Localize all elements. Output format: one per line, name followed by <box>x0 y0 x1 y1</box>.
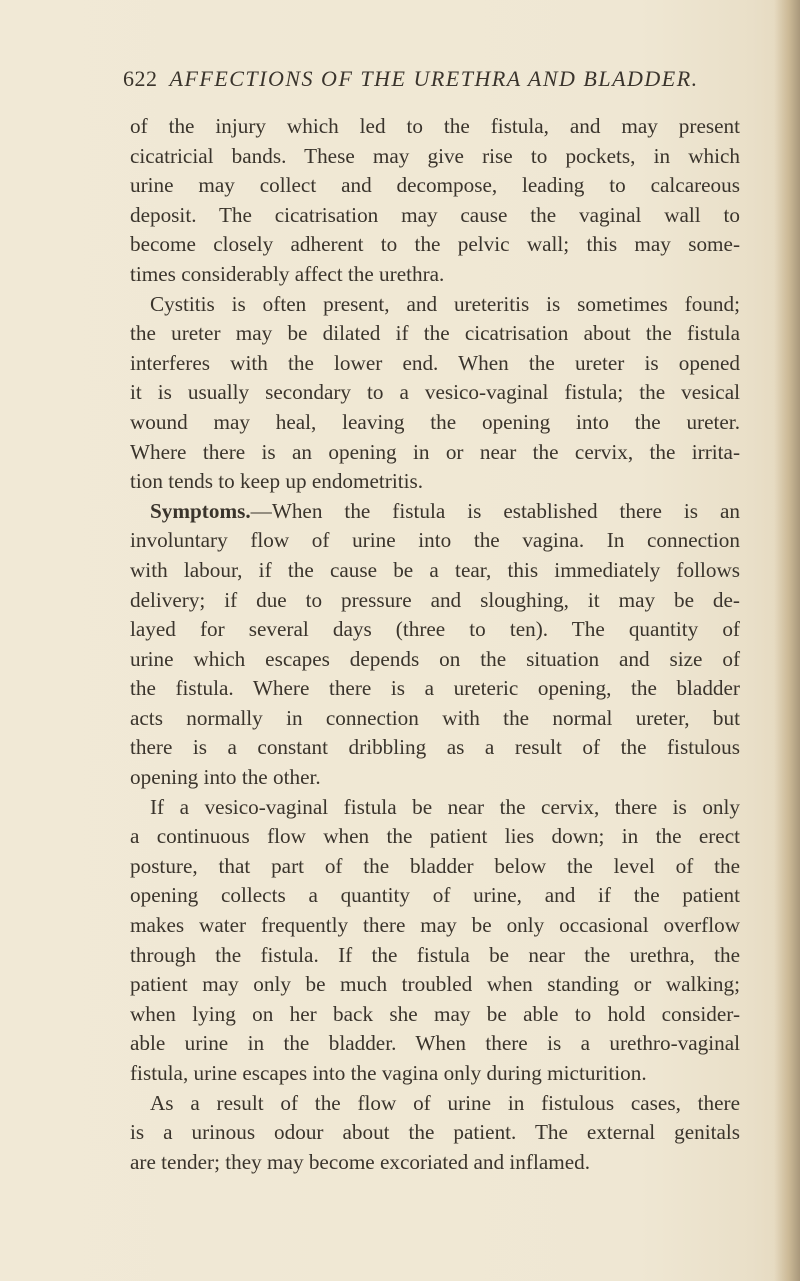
text-line: patient may only be much troubled when standing or walking; <box>130 972 740 997</box>
text-line: delivery; if due to pressure and sloughing, it may be de- <box>130 587 740 612</box>
text-line: tion tends to keep up endometritis. <box>130 469 424 494</box>
text-line: deposit. The cicatrisation may cause the vaginal wall to <box>130 202 740 227</box>
text-line: the ureter may be dilated if the cicatrisation about the fistula <box>130 321 740 346</box>
text-line: cicatricial bands. These may give rise to pockets, in which <box>130 143 740 168</box>
text-line: are tender; they may become excoriated and inflamed. <box>130 1149 591 1174</box>
text-line: able urine in the bladder. When there is a urethro-vaginal <box>130 1031 740 1056</box>
text-line: it is usually secondary to a vesico-vaginal fistula; the vesical <box>130 380 740 405</box>
text-line: when lying on her back she may be able to hold consider- <box>130 1001 740 1026</box>
running-header <box>123 66 743 92</box>
text-line: makes water frequently there may be only occasional overflow <box>130 913 740 938</box>
text-line: opening collects a quantity of urine, and if the patient <box>130 883 740 908</box>
text-line: fistula, urine escapes into the vagina only during micturition. <box>130 1061 647 1085</box>
page-edge-shadow <box>774 0 800 1281</box>
text-line: acts normally in connection with the normal ureter, but <box>130 705 740 730</box>
text-line: of the injury which led to the fistula, and may present <box>130 114 740 138</box>
text-line: Where there is an opening in or near the cervix, the irrita- <box>130 439 740 464</box>
text-line: times considerably affect the urethra. <box>130 261 445 286</box>
symptoms-heading: Symptoms. <box>150 498 251 523</box>
body-text <box>130 112 740 1177</box>
text-line: the fistula. Where there is a ureteric opening, the bladder <box>130 676 740 701</box>
text-line: involuntary flow of urine into the vagina. In connection <box>130 528 740 553</box>
text-line: through the fistula. If the fistula be near the urethra, the <box>130 942 740 967</box>
text-line: opening into the other. <box>130 765 321 790</box>
page-number: 622 <box>123 66 158 91</box>
text-line: As a result of the flow of urine in fistulous cases, there <box>150 1090 740 1115</box>
text-line: interferes with the lower end. When the ureter is opened <box>130 350 740 375</box>
running-title: AFFECTIONS OF THE URETHRA AND BLADDER. <box>169 66 699 91</box>
text-line: urine which escapes depends on the situation and size of <box>130 646 740 671</box>
text-line-symptoms <box>130 497 740 527</box>
text-line: layed for several days (three to ten). The quantity of <box>130 617 740 642</box>
text-line: a continuous flow when the patient lies down; in the erect <box>130 824 740 849</box>
text-line: If a vesico-vaginal fistula be near the cervix, there is only <box>150 794 740 819</box>
text-line: urine may collect and decompose, leading to calcareous <box>130 173 740 198</box>
text-line: there is a constant dribbling as a result of the fistulous <box>130 735 740 760</box>
text-line: posture, that part of the bladder below the level of the <box>130 853 740 878</box>
symptoms-line-text: —When the fistula is established there is an <box>250 498 740 523</box>
text-line: with labour, if the cause be a tear, this immediately follows <box>130 557 740 582</box>
text-line: Cystitis is often present, and ureteritis is sometimes found; <box>150 291 740 316</box>
text-line: is a urinous odour about the patient. The external genitals <box>130 1120 740 1145</box>
text-line: wound may heal, leaving the opening into the ureter. <box>130 409 740 434</box>
text-line: become closely adherent to the pelvic wall; this may some- <box>130 232 740 257</box>
